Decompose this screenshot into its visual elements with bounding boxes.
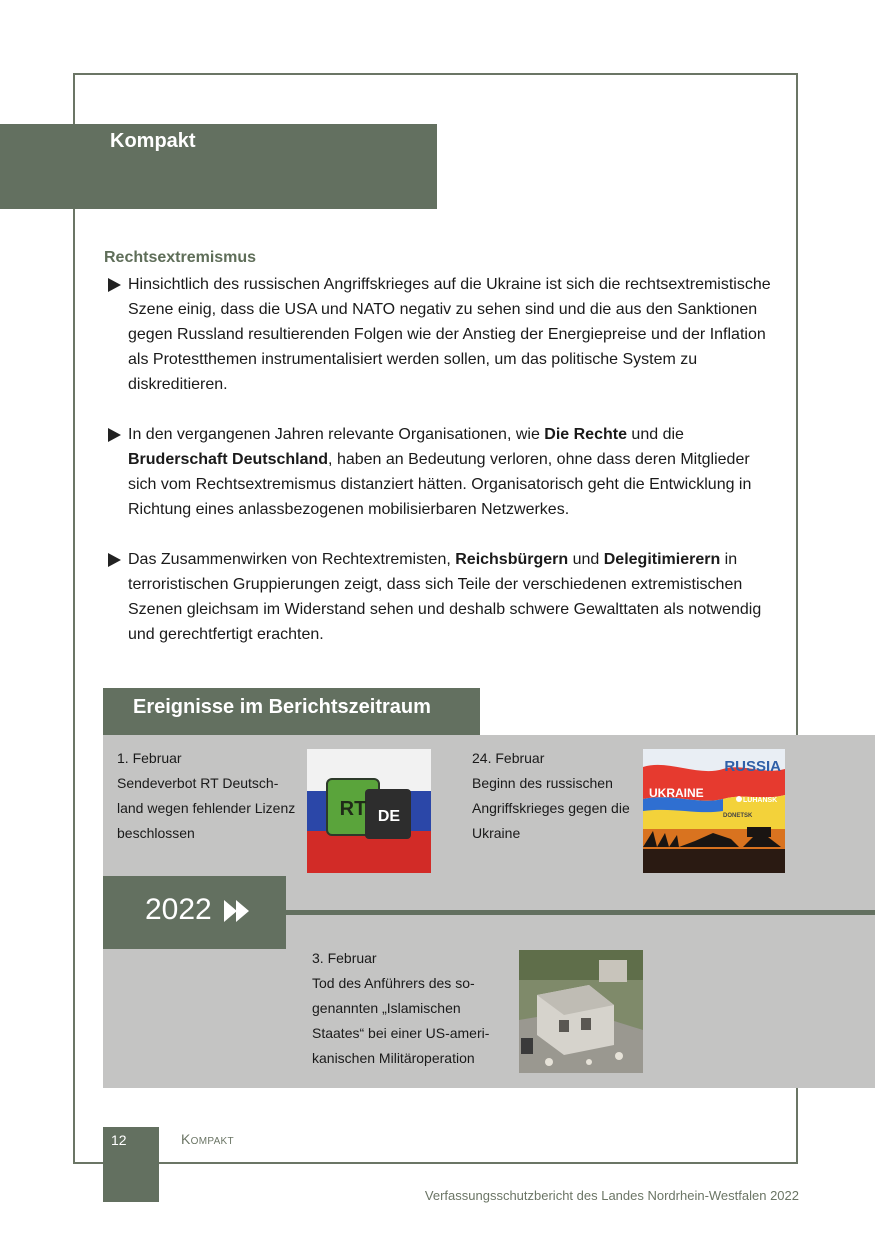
bold-term: Delegitimierern	[603, 551, 721, 568]
rt-logo-text: RT	[339, 798, 367, 820]
event-item	[312, 946, 512, 1071]
bullet-item	[106, 547, 771, 647]
running-head: Kompakt	[181, 1131, 234, 1147]
event-text: Beginn des russischen Angriffskrieges gegen die Ukraine	[472, 775, 630, 841]
map-label-russia: RUSSIA	[724, 758, 781, 775]
bullet-text: Das Zusammenwirken von Rechtextremisten, Reichsbürgern und Delegitimierern in terroristischen Gruppierungen zeigt, dass sich Teile der verschiedenen extremistischen Szenen gleichsam im Widerstand sehen und deshalb schwere Gewalttaten als notwendig und gerechtfertigt erachten.	[128, 551, 762, 643]
events-header: Ereignisse im Berichtszeitraum	[103, 688, 480, 735]
year-label: 2022	[145, 893, 212, 926]
kompakt-title: Kompakt	[110, 130, 196, 152]
fast-forward-icon	[224, 900, 250, 922]
bold-term: Bruderschaft Deutschland	[128, 451, 329, 468]
map-label-donetsk: DONETSK	[723, 813, 753, 819]
bullet-text: Hinsichtlich des russischen Angriffskrieges auf die Ukraine ist sich die rechtsextremistische Szene einig, dass die USA und NATO negativ zu sehen sind und die aus den Sanktionen gegen Russland resultierenden Folgen wie der Anstieg der Energiepreise und der Inflation als Protestthemen instrumentalisiert werden sollen, um das politische System zu diskreditieren.	[128, 276, 771, 393]
event-text: Tod des Anführers des sogenannten „Islamischen Staates“ bei einer US-amerikanischen Militäroperation	[312, 975, 490, 1066]
ukraine-war-map-graphic	[643, 749, 785, 873]
footer-text: Verfassungsschutzbericht des Landes Nordrhein-Westfalen 2022	[424, 1188, 799, 1203]
event-date: 3. Februar	[312, 950, 377, 966]
bullet-triangle-icon	[108, 278, 121, 292]
map-label-luhansk: LUHANSK	[743, 797, 778, 804]
bold-term: Reichsbürgern	[455, 551, 569, 568]
bullet-text: In den vergangenen Jahren relevante Organisationen, wie Die Rechte und die Bruderschaft Deutschland, haben an Bedeutung verloren, ohne dass deren Mitglieder sich vom Rechtsextremismus distanziert hätten. Organisatorisch geht die Entwicklung in Richtung eines anlassbezogenen mobilisierbaren Netzwerkes.	[128, 426, 752, 518]
map-label-ukraine: UKRAINE	[649, 786, 704, 800]
rt-de-logo-image	[307, 749, 431, 873]
kompakt-banner	[0, 124, 437, 209]
bullet-item	[106, 422, 771, 522]
event-date: 24. Februar	[472, 750, 545, 766]
de-logo-text: DE	[377, 808, 401, 825]
bullet-triangle-icon	[108, 428, 121, 442]
event-item	[472, 746, 637, 846]
rt-de-logo-graphic	[307, 749, 431, 873]
bullet-triangle-icon	[108, 553, 121, 567]
ukraine-war-map-image	[643, 749, 785, 873]
destroyed-building-graphic	[519, 950, 643, 1073]
bold-term: Die Rechte	[544, 426, 627, 443]
destroyed-building-image	[519, 950, 643, 1073]
page-number: 12	[111, 1132, 127, 1148]
section-title: Rechtsextremismus	[104, 249, 257, 266]
event-date: 1. Februar	[117, 750, 182, 766]
event-text: Sendeverbot RT Deutschland wegen fehlender Lizenz beschlossen	[117, 775, 296, 841]
event-item	[117, 746, 297, 846]
bullet-item	[106, 272, 771, 397]
